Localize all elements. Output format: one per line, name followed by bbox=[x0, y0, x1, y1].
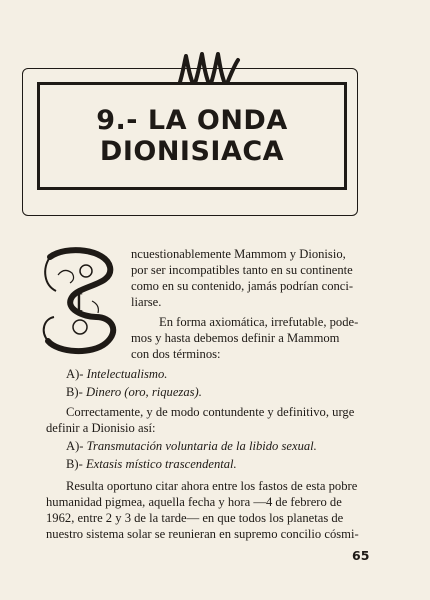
definition-text: Extasis místico trascendental. bbox=[85, 457, 237, 471]
dionisio-definition-a bbox=[66, 438, 317, 454]
paragraph-1-line-1: ncuestionablemente Mammom y Dionisio, bbox=[131, 247, 346, 261]
chapter-title-line-2: DIONISIACA bbox=[99, 136, 285, 167]
definition-text: Intelectualismo. bbox=[86, 367, 168, 381]
paragraph-1-line-2: por ser incompatibles tanto en su continente bbox=[131, 263, 353, 277]
definition-prefix: A)- bbox=[66, 439, 84, 453]
chapter-frame bbox=[37, 82, 347, 190]
drop-cap-letter: I bbox=[74, 288, 84, 317]
paragraph-4-line-4: nuestro sistema solar se reunieran en supremo concilio cósmi- bbox=[46, 527, 359, 541]
paragraph-2-line-1: En forma axiomática, irrefutable, pode- bbox=[159, 315, 359, 329]
paragraph-3-line-2: definir a Dionisio así: bbox=[46, 421, 156, 435]
paragraph-4-line-3: 1962, entre 2 y 3 de la tarde— en que todos los planetas de bbox=[46, 511, 344, 525]
paragraph-1-line-4: liarse. bbox=[131, 295, 162, 309]
page-number: 65 bbox=[352, 548, 370, 563]
paragraph-3-line-1: Correctamente, y de modo contundente y definitivo, urge bbox=[66, 405, 355, 419]
bleed-through-text bbox=[260, 38, 262, 48]
mammom-definition-a bbox=[66, 366, 167, 382]
paragraph-2-line-3: con dos términos: bbox=[131, 347, 221, 361]
mammom-definition-b bbox=[66, 384, 202, 400]
definition-prefix: B)- bbox=[66, 385, 83, 399]
paragraph-1-line-3: como en su contenido, jamás podrían conci- bbox=[131, 279, 354, 293]
drop-cap-ornament bbox=[36, 245, 122, 355]
definition-prefix: A)- bbox=[66, 367, 84, 381]
paragraph-4-line-1: Resulta oportuno citar ahora entre los fastos de esta pobre bbox=[66, 479, 358, 493]
paragraph-4-line-2: humanidad pigmea, aquella fecha y hora —4 de febrero de bbox=[46, 495, 342, 509]
definition-text: Transmutación voluntaria de la libido sexual. bbox=[86, 439, 317, 453]
definition-text: Dinero (oro, riquezas). bbox=[85, 385, 202, 399]
chapter-title-line-1: 9.- LA ONDA bbox=[96, 105, 288, 136]
definition-prefix: B)- bbox=[66, 457, 83, 471]
paragraph-2-line-2: mos y hasta debemos definir a Mammom bbox=[131, 331, 340, 345]
dionisio-definition-b bbox=[66, 456, 237, 472]
